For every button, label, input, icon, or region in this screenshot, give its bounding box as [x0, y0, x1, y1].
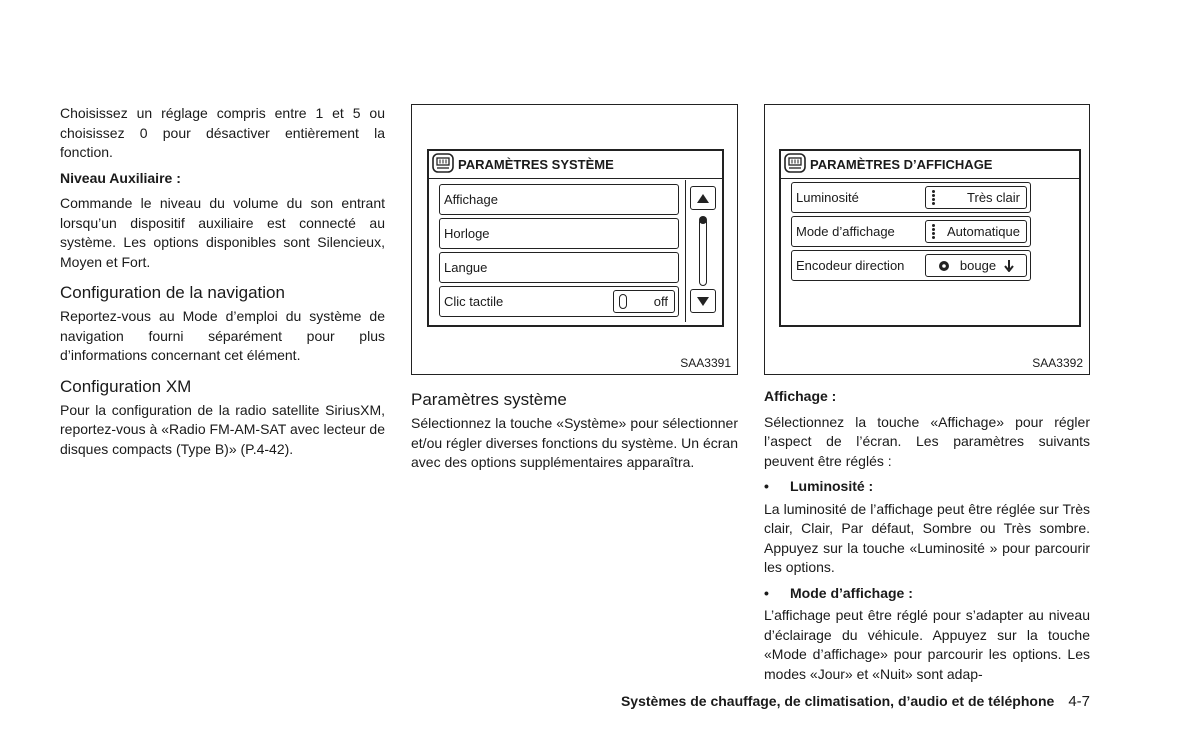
screen-title-bar	[781, 151, 1079, 179]
scroll-dots-icon	[931, 190, 935, 205]
display-settings-screen	[779, 149, 1081, 327]
arrow-up-icon	[697, 194, 709, 203]
mode-affichage-value-button[interactable]: Automatique	[925, 220, 1027, 243]
left-column	[60, 104, 385, 465]
touch-click-toggle[interactable]	[613, 290, 675, 313]
settings-icon	[432, 153, 454, 176]
arrow-down-icon	[1004, 260, 1014, 272]
mode-affichage-text: L’affichage peut être réglé pour s’adapter au niveau d’éclairage du véhicule. Appuyez sur la touche «Mode d’affichage» pour parcourir les options. Les modes «Jour» et «Nuit» sont adap-	[764, 607, 1090, 682]
dial-icon	[938, 260, 950, 272]
menu-item-encodeur-direction[interactable]: Encodeur direction bouge	[791, 250, 1031, 281]
arrow-down-icon	[697, 297, 709, 306]
navigation-config-heading: Configuration de la navigation	[60, 283, 285, 302]
right-column	[764, 104, 1090, 690]
xm-config-text: Pour la configuration de la radio satellite SiriusXM, reportez-vous à «Radio FM-AM-SAT avec lecteur de disques compacts (Type B)» (P.4-42).	[60, 401, 385, 457]
scrollbar[interactable]	[685, 180, 721, 322]
toggle-slot	[619, 294, 627, 309]
luminosite-bullet: • Luminosité :	[764, 478, 874, 494]
aux-level-text: Commande le niveau du volume du son entrant lorsqu’un dispositif auxiliaire est connecté au système. Les options disponibles sont Silencieux, Moyen et Fort.	[60, 195, 385, 270]
figure-system-settings	[411, 104, 738, 375]
intro-paragraph: Choisissez un réglage compris entre 1 et 5 ou choisissez 0 pour désactiver entièrement la fonction.	[60, 105, 385, 160]
toggle-value: off	[653, 294, 668, 309]
scroll-down-button[interactable]	[690, 289, 716, 313]
page-footer	[420, 693, 1090, 710]
luminosite-value-button[interactable]: Très clair	[925, 186, 1027, 209]
menu-item-clic-tactile[interactable]: Clic tactile off	[439, 286, 679, 317]
menu-item-horloge[interactable]: Horloge	[439, 218, 679, 249]
navigation-config-text: Reportez-vous au Mode d’emploi du système de navigation fourni séparément pour plus d’informations concernant cet élément.	[60, 308, 385, 363]
encodeur-value-button[interactable]: bouge	[925, 254, 1027, 277]
menu-item-mode-affichage[interactable]: Mode d’affichage Automatique	[791, 216, 1031, 247]
scroll-track	[699, 218, 707, 286]
page-number: 4-7	[1068, 693, 1090, 710]
luminosite-text: La luminosité de l’affichage peut être réglée sur Très clair, Clair, Par défaut, Sombre ou Très sombre. Appuyez sur la touche «Luminosité » pour parcourir les options.	[764, 500, 1090, 575]
scroll-up-button[interactable]	[690, 186, 716, 210]
xm-config-heading: Configuration XM	[60, 376, 192, 396]
footer-section-title: Systèmes de chauffage, de climatisation, d’audio et de téléphone	[620, 693, 1055, 709]
menu-item-luminosite[interactable]: Luminosité Très clair	[791, 182, 1031, 213]
screen-title-bar	[429, 151, 722, 179]
scroll-dots-icon	[931, 224, 935, 239]
screen-title: PARAMÈTRES D’AFFICHAGE	[810, 157, 993, 172]
mode-affichage-bullet: • Mode d’affichage :	[764, 584, 913, 601]
menu-item-affichage[interactable]: Affichage	[439, 184, 679, 215]
system-settings-screen	[427, 149, 724, 327]
aux-level-title: Niveau Auxiliaire :	[60, 169, 181, 186]
system-settings-text: Sélectionnez la touche «Système» pour sélectionner et/ou régler diverses fonctions du système. Un écran avec des options supplémentaires apparaîtra.	[411, 415, 738, 470]
figure-label: SAA3392	[1032, 356, 1083, 370]
middle-column	[411, 104, 738, 479]
system-settings-heading: Paramètres système	[411, 390, 567, 409]
menu-item-langue[interactable]: Langue	[439, 252, 679, 283]
affichage-text: Sélectionnez la touche «Affichage» pour régler l’aspect de l’écran. Les paramètres suivants peuvent être réglés :	[764, 413, 1090, 469]
screen-title: PARAMÈTRES SYSTÈME	[458, 157, 614, 172]
figure-display-settings	[764, 104, 1090, 375]
settings-icon	[784, 153, 806, 176]
affichage-title: Affichage :	[764, 388, 837, 404]
figure-label: SAA3391	[680, 356, 731, 370]
